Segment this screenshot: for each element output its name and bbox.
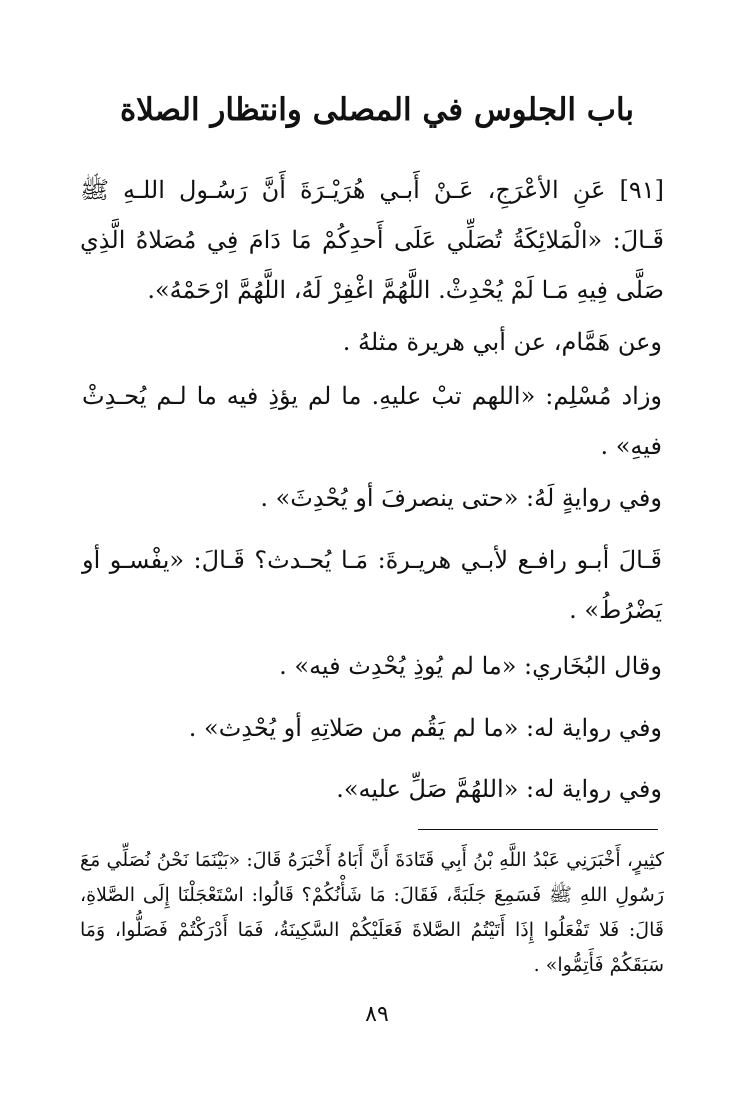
- chapter-title: باب الجلوس في المصلى وانتظار الصلاة: [119, 92, 635, 128]
- hadith-text: عَنِ الأعْرَجِ، عَـنْ أَبـي هُرَيْـرَةَ أَنَّ رَسُـول اللـهِ ﷺ قَـالَ: «الْمَلائِكَةُ تُصَلِّي عَلَى أَحدِكُمْ مَا دَامَ فِي مُصَلاهُ الَّذِي صَلَّى فِيهِ مَـا لَمْ يُحْدِثْ. اللَّهُمَّ اغْفِرْ لَهُ، اللَّهُمَّ ارْحَمْهُ».: [80, 176, 665, 304]
- footnote-divider: [418, 829, 658, 830]
- hadith-paragraph: [80, 165, 664, 315]
- hadith-number: [٩١]: [619, 176, 664, 204]
- bukhari-version-two: وفي رواية له: «اللهُمَّ صَلِّ عليه».: [336, 775, 662, 803]
- muslim-addition: وزاد مُسْلِم: «اللهم تبْ عليهِ. ما لم يؤذِ فيه ما لـم يُحـدِثْ فيهِ» .: [82, 382, 662, 460]
- bukhari-version-one: وفي رواية له: «ما لم يَقُم من صَلاتِهِ أو يُحْدِث» .: [188, 714, 662, 742]
- abu-rafi-question: قَـالَ أبـو رافـع لأبـي هريـرةَ: مَـا يُحـدث؟ قَـالَ: «يفْسـو أو يَضْرُطُ» .: [82, 546, 662, 624]
- bukhari-narration: وقال البُخَاري: «ما لم يُوذِ يُحْدِث فيه» .: [279, 652, 662, 680]
- narration-muslim-version: وفي روايةٍ لَهُ: «حتى ينصرفَ أو يُحْدِثَ» .: [260, 484, 662, 512]
- hammam-narration: وعن هَمَّام، عن أبي هريرة مثلهُ .: [342, 328, 662, 356]
- page-number: ٨٩: [365, 1002, 389, 1027]
- footnote-text: كثِيرٍ، أَخْبَرَنِي عَبْدُ اللَّهِ بْنُ أَبِي قَتَادَةَ أَنَّ أَبَاهُ أَخْبَرَهُ قَالَ: «بَيْنَمَا نَحْنُ نُصَلِّي مَعَ رَسُولِ اللهِ ﷺ فَسَمِعَ جَلَبَةً، فَقَالَ: مَا شَأْنُكُمْ؟ قَالُوا: اسْتَعْجَلْنَا إِلَى الصَّلاةِ، قَالَ: فَلا تَفْعَلُوا إِذَا أَتَيْتُمُ الصَّلاةَ فَعَلَيْكُمْ السَّكِينَةُ، فَمَا أَدْرَكْتُمْ فَصَلُّوا، وَمَا سَبَقَكُمْ فَأَتِمُّوا» .: [80, 849, 664, 976]
